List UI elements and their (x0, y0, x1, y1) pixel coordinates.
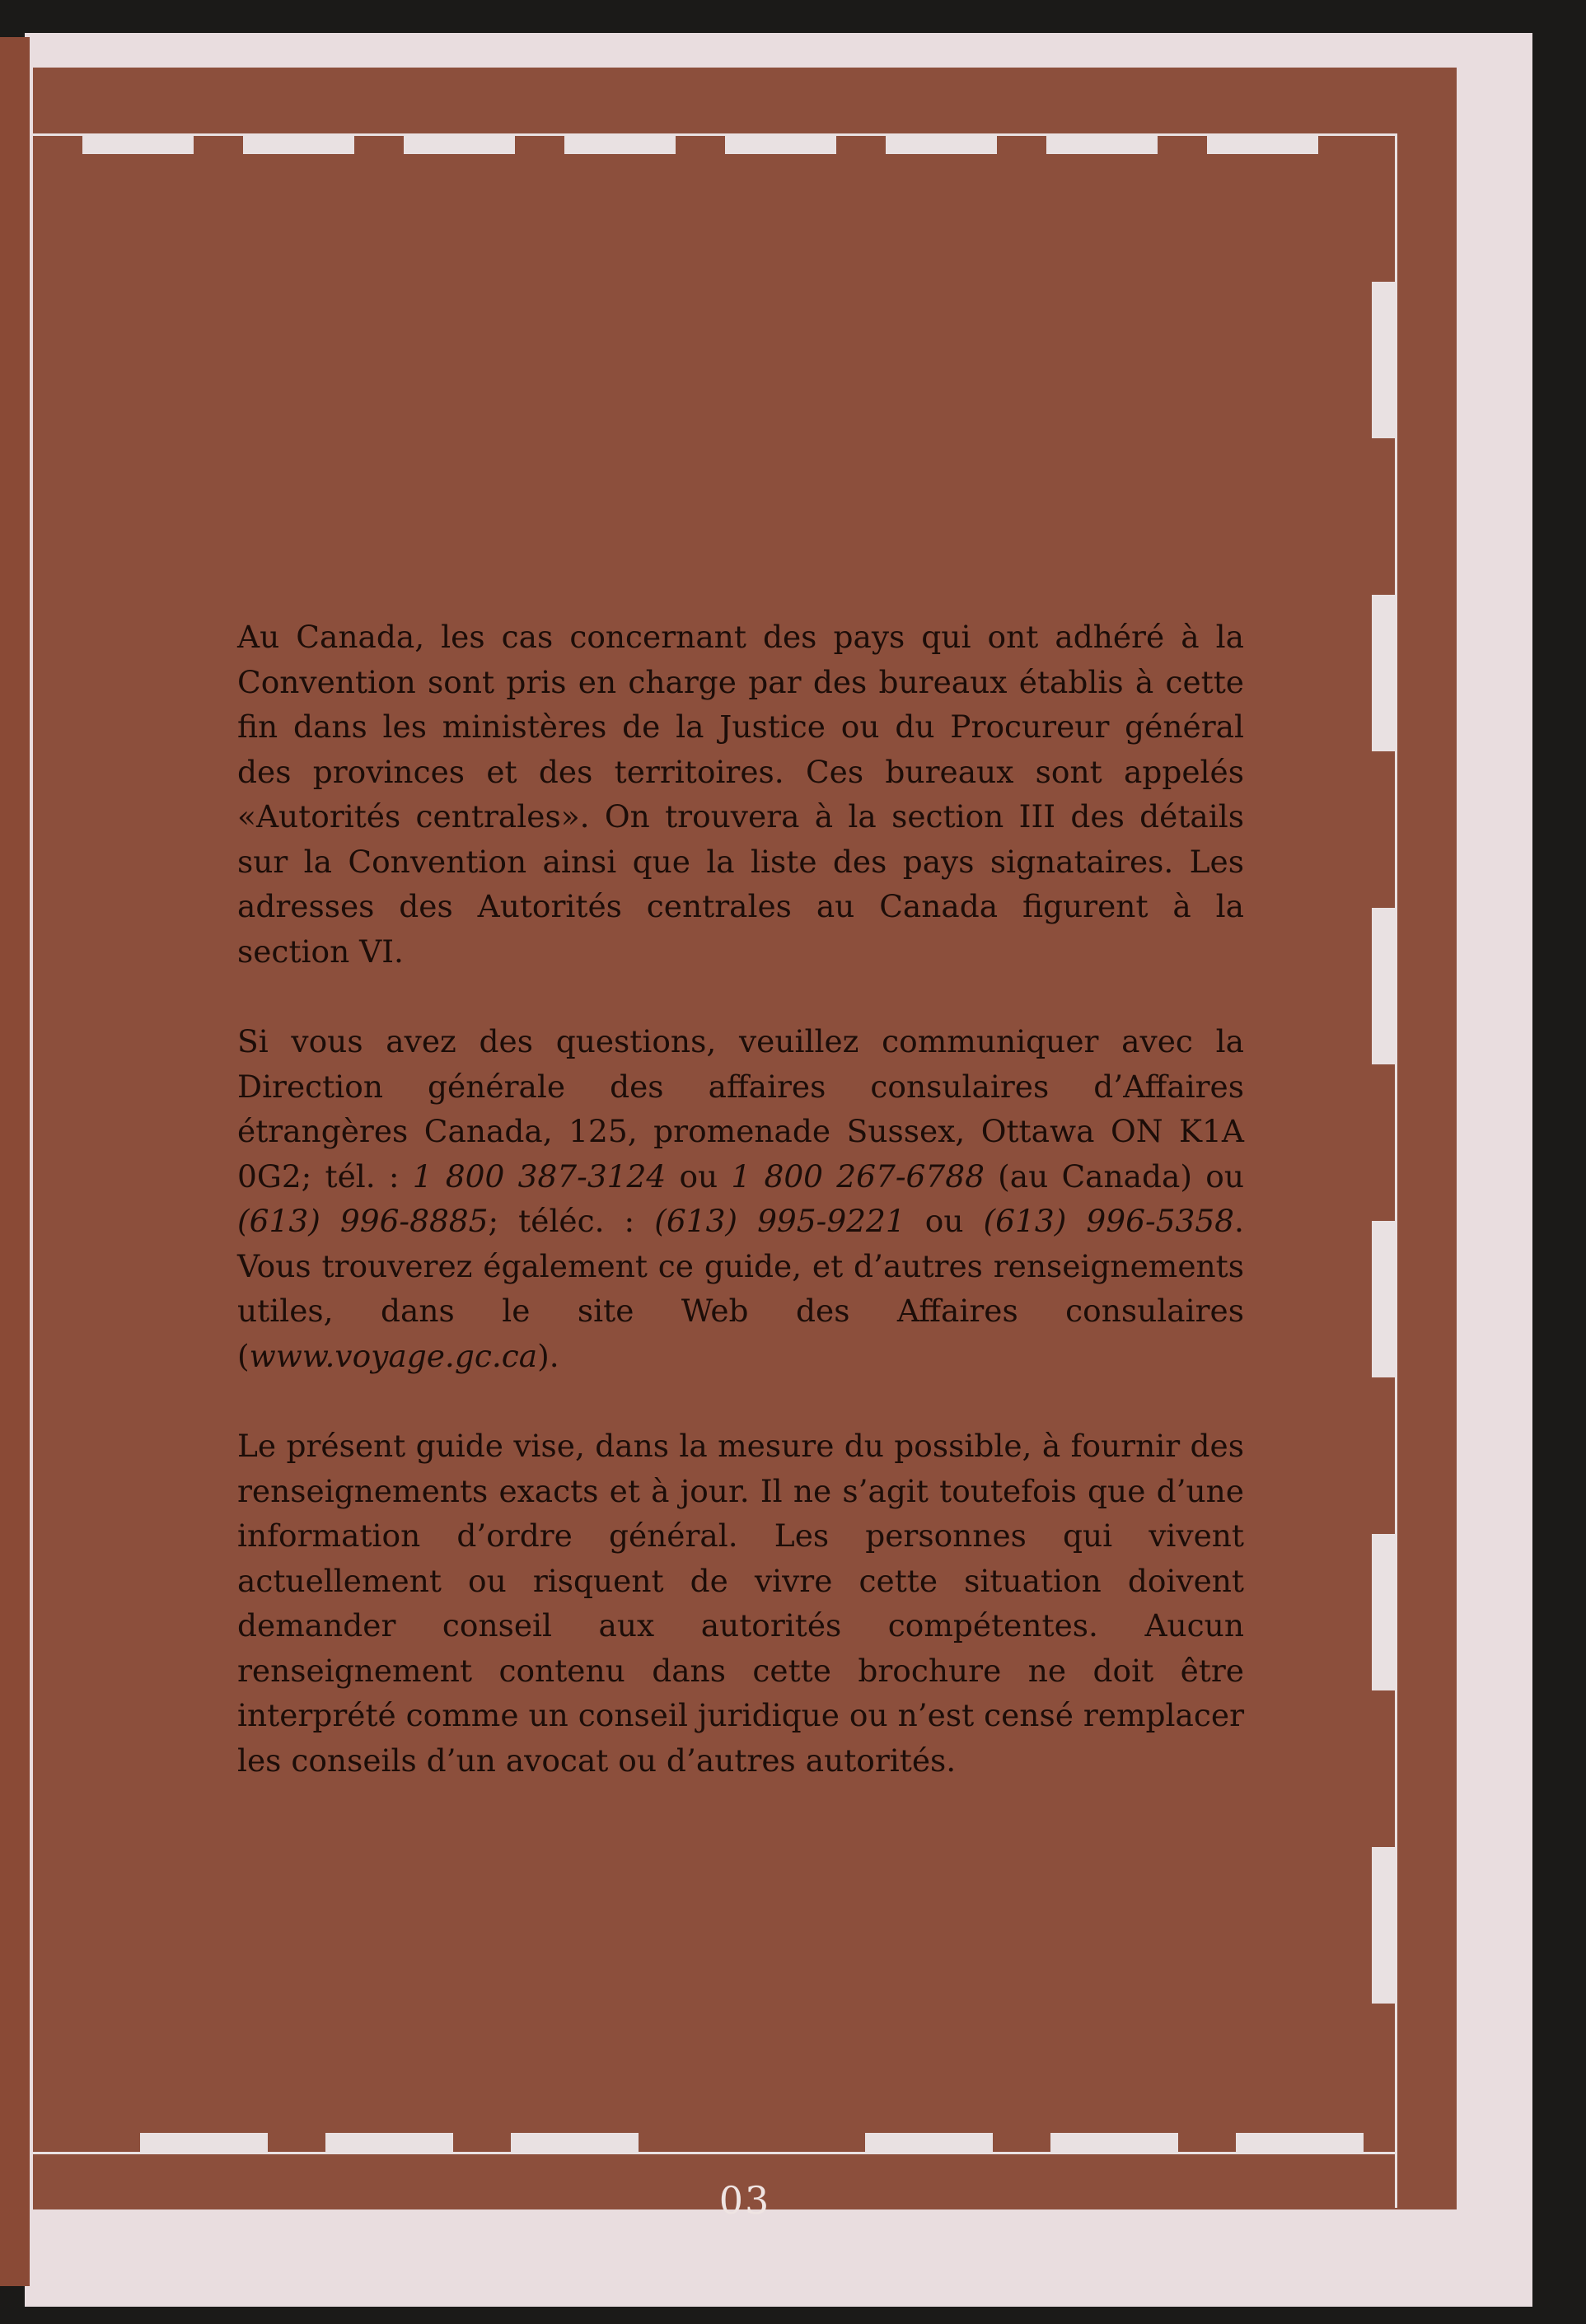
paragraph-central-authorities: Au Canada, les cas concernant des pays qui ont adhéré à la Convention sont pris en charge par des bureaux établis à cette fin dans les ministères de la Justice ou du Procureur général des provinces et des territoires. Ces bureaux sont appelés «Autorités centrales». On trouvera à la section III des détails sur la Convention ainsi que la liste des pays signataires. Les adresses des Autorités centrales au Canada figurent à la section VI. (237, 619, 1244, 970)
frame-dash (1372, 1221, 1395, 1377)
frame-dash (886, 136, 997, 154)
frame-dash (564, 136, 676, 154)
fax-number: (613) 995-9221 (654, 1203, 905, 1239)
text-or: ou (666, 1157, 732, 1195)
phone-number: (613) 996-8885 (237, 1203, 489, 1239)
frame-dash (1372, 595, 1395, 751)
fax-number: (613) 996-5358 (983, 1203, 1235, 1239)
phone-number: 1 800 387-3124 (412, 1157, 667, 1195)
frame-dash (325, 2133, 453, 2152)
fax-label: ; téléc. : (488, 1203, 655, 1239)
frame-dash (511, 2133, 639, 2152)
frame-dash (725, 136, 836, 154)
paragraph-contact-info (237, 1019, 1244, 1378)
contact-close: ). (537, 1337, 559, 1374)
frame-top-line (33, 133, 1397, 136)
frame-dash (1372, 908, 1395, 1064)
frame-dash (1372, 282, 1395, 438)
page-number: 03 (718, 2178, 771, 2223)
frame-dash (865, 2133, 993, 2152)
frame-dash (1050, 2133, 1178, 2152)
frame-bottom-line (33, 2152, 1397, 2154)
frame-right-line (1395, 133, 1397, 2208)
frame-dash (243, 136, 354, 154)
frame-dash (82, 136, 194, 154)
frame-dash (1207, 136, 1318, 154)
frame-dash (140, 2133, 268, 2152)
text-or: ou (905, 1203, 984, 1239)
facing-page-edge (0, 37, 30, 2286)
frame-dash (1372, 1534, 1395, 1690)
website-link[interactable]: www.voyage.gc.ca (249, 1337, 538, 1374)
phone-number: 1 800 267-6788 (731, 1157, 985, 1195)
text-in-canada: (au Canada) ou (984, 1157, 1244, 1195)
paragraph-disclaimer: Le présent guide vise, dans la mesure du possible, à fournir des renseignements exacts et à jour. Il ne s’agit toutefois que d’une information d’ordre général. Les personnes qui vivent actuellement ou risquent de vivre cette situation doivent demander conseil aux autorités compétentes. Aucun renseignement contenu dans cette brochure ne doit être interprété comme un conseil juridique ou n’est censé remplacer les conseils d’un avocat ou d’autres autorités. (237, 1428, 1244, 1779)
contact-after: . Vous trouverez également ce guide, et d’autres renseignements utiles, dans le site Web des Affaires consulaires ( (237, 1203, 1244, 1374)
frame-dash (404, 136, 515, 154)
contact-intro: Si vous avez des questions, veuillez communiquer avec la Direction générale des affaires consulaires d’Affaires étrangères Canada, 125, promenade Sussex, Ottawa ON K1A 0G2; tél. : (237, 1023, 1244, 1195)
frame-dash (1046, 136, 1158, 154)
body-text (237, 615, 1244, 1783)
frame-dash (1372, 1847, 1395, 2004)
frame-dash (1236, 2133, 1364, 2152)
